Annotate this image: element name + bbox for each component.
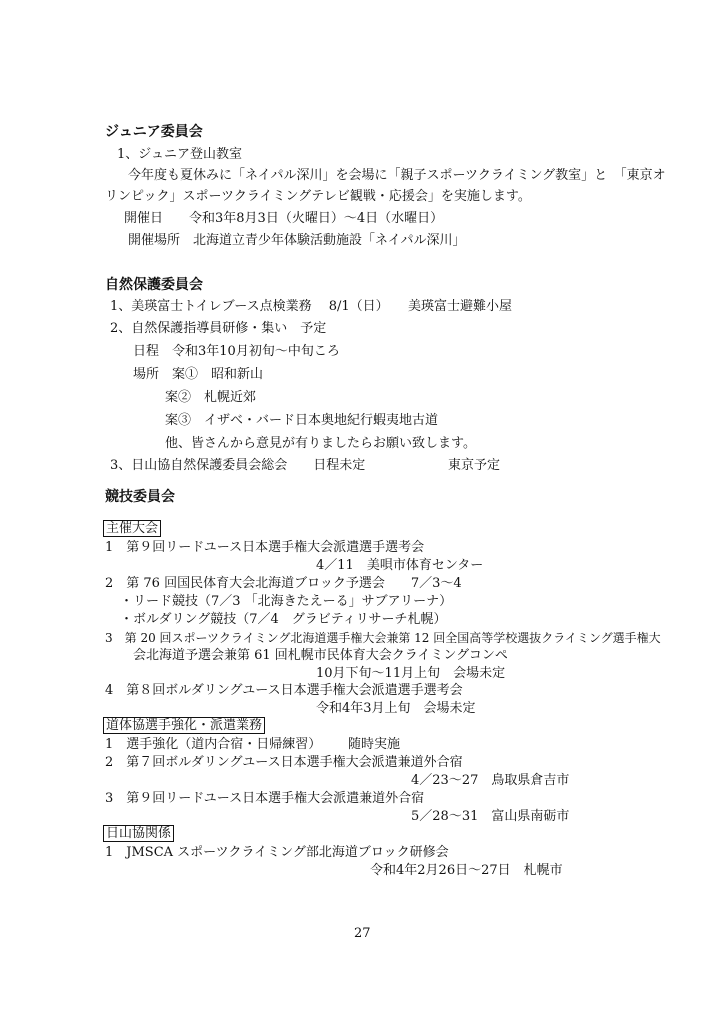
junior-venue: 開催場所 北海道立青少年体験活動施設「ネイパル深川」 [128,233,466,248]
event-item-3-cont: 会北海道予選会兼第 61 回札幌市民体育大会クライミングコンペ [133,648,508,663]
nature-heading: 自然保護委員会 [105,277,203,293]
junior-desc-line-1: 今年度も夏休みに「ネイパル深川」を会場に「親子スポーツクライミング教室」と 「東京オ [128,168,666,183]
nature-note: 他、皆さんから意見が有りましたらお願い致します。 [165,436,476,451]
event-item-3: 3 第 20 回スポーツクライミング北海道選手権大会兼第 12 回全国高等学校選抜クライミング選手権大 [105,631,661,645]
junior-desc-line-2: リンピック」スポーツクライミングテレビ観戦・応援会」を実施します。 [105,189,531,204]
jma-item-1-detail: 令和4年2月26日～27日 札幌市 [370,863,563,878]
nature-place-plan-1: 場所 案① 昭和新山 [133,367,264,382]
event-item-2: 2 第 76 回国民体育大会北海道ブロック予選会 7／3～4 [105,576,462,591]
junior-item-1: 1、ジュニア登山教室 [117,147,243,162]
nature-item-2: 2、自然保護指導員研修・集い 予定 [110,321,327,336]
section-label-jma: 日山協関係 [103,825,174,842]
section-label-dispatch: 道体協選手強化・派遣業務 [103,717,265,734]
event-item-4: 4 第８回ボルダリングユース日本選手権大会派遣選手選考会 [105,683,463,698]
page-number: 27 [354,926,371,941]
event-item-3-detail: 10月下旬～11月上旬 会場未定 [316,666,506,681]
event-item-1: 1 第９回リードユース日本選手権大会派遣選手選考会 [105,540,425,555]
section-label-hosted-events: 主催大会 [103,520,161,537]
nature-item-1-place: 美瑛富士避難小屋 [408,299,513,314]
nature-plan-3: 案③ イザベ・バード日本奥地紀行蝦夷地古道 [165,413,439,428]
nature-item-3-place: 東京予定 [448,458,501,473]
nature-plan-2: 案② 札幌近郊 [165,390,257,405]
dispatch-item-3-detail: 5／28～31 富山県南砺市 [411,809,570,824]
dispatch-item-2-detail: 4／23～27 鳥取県倉吉市 [411,773,570,788]
jma-item-1: 1 JMSCA スポーツクライミング部北海道ブロック研修会 [105,845,449,860]
junior-heading: ジュニア委員会 [105,124,203,140]
event-item-2-boulder: ・ボルダリング競技（7／4 グラビティリサーチ札幌） [120,612,447,627]
event-item-4-detail: 令和4年3月上旬 会場未定 [316,701,476,716]
event-item-1-detail: 4／11 美唄市体育センター [316,558,484,573]
nature-item-1: 1、美瑛富士トイレブース点検業務 8/1（日） [110,299,389,314]
dispatch-item-3: 3 第９回リードユース日本選手権大会派遣兼道外合宿 [105,791,425,806]
dispatch-item-1: 1 選手強化（道内合宿・日帰練習） [105,737,322,752]
dispatch-item-2: 2 第７回ボルダリングユース日本選手権大会派遣兼道外合宿 [105,755,463,770]
nature-schedule: 日程 令和3年10月初旬～中旬ころ [133,344,340,359]
competition-heading: 競技委員会 [105,489,175,505]
nature-item-3: 3、日山協自然保護委員会総会 日程未定 [110,458,366,473]
junior-date: 開催日 令和3年8月3日（火曜日）～4日（水曜日） [124,211,444,226]
dispatch-item-1-detail: 随時実施 [348,737,401,752]
event-item-2-lead: ・リード競技（7／3 「北海きたえーる」サブアリーナ） [120,594,453,609]
